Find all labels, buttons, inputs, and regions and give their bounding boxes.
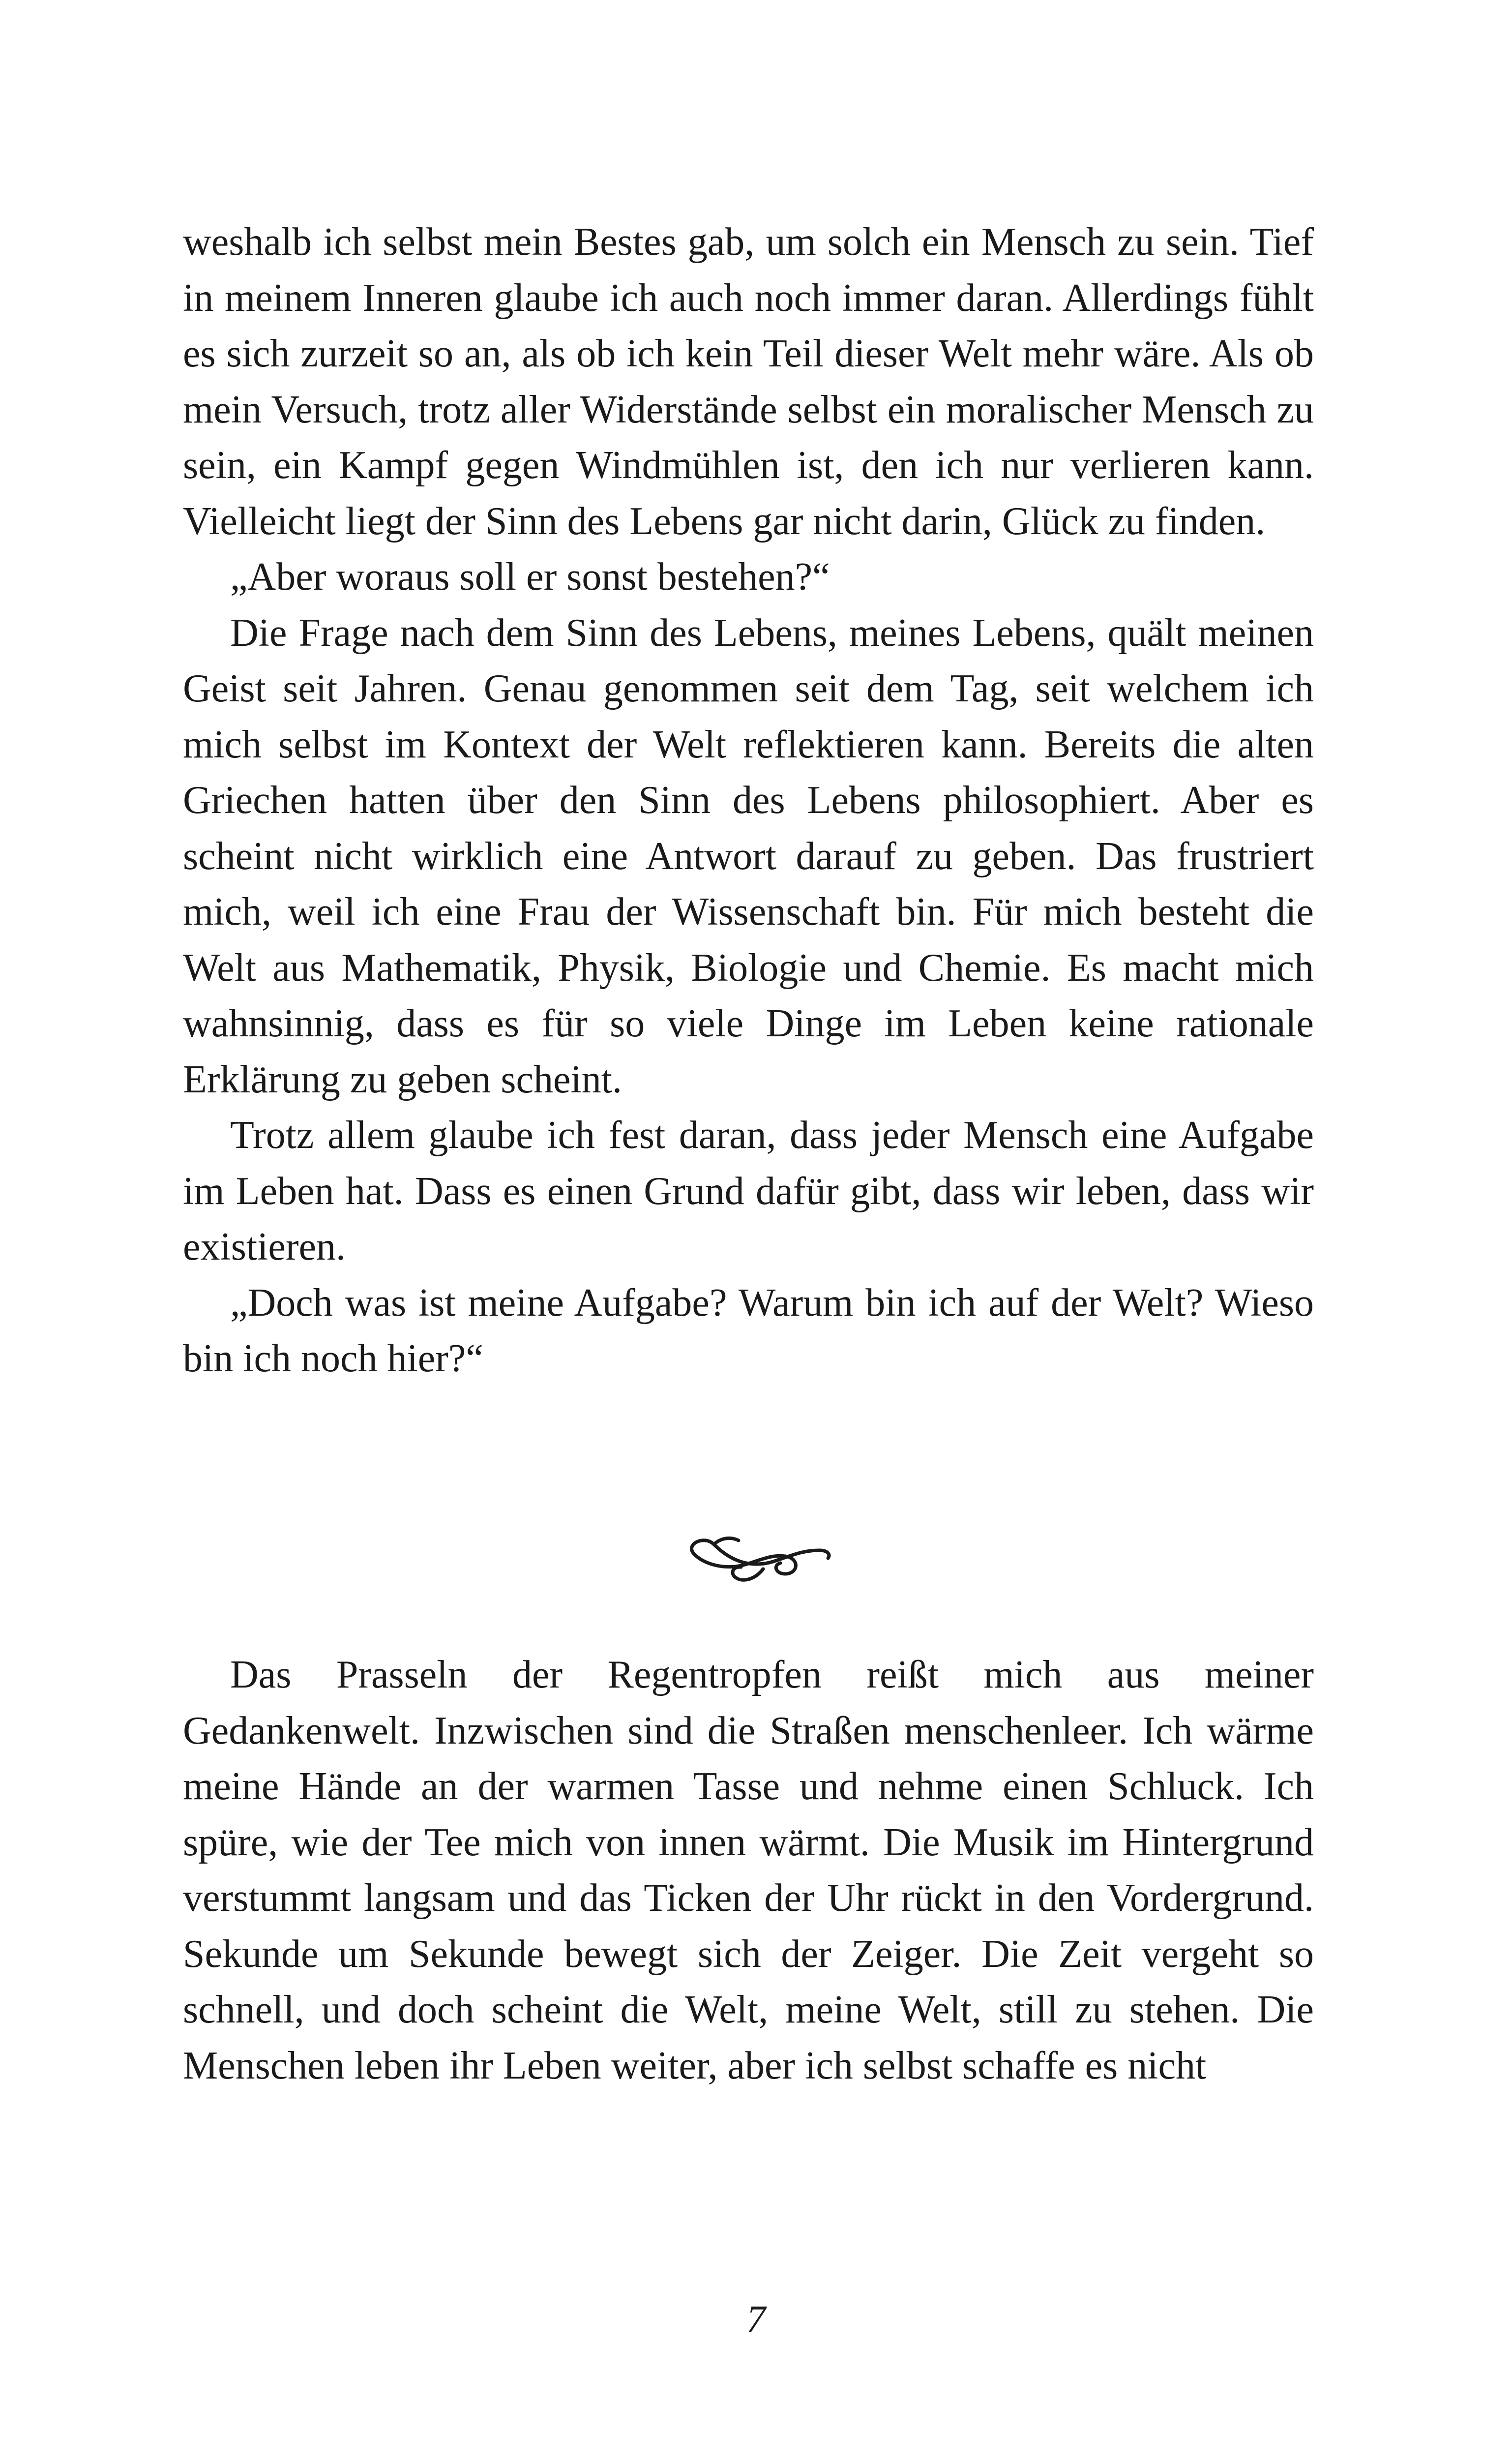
paragraph: „Aber woraus soll er sonst bestehen?“	[230, 555, 830, 599]
paragraph: weshalb ich selbst mein Bestes gab, um solch ein Mensch zu sein. Tief in meinem Inneren glaube ich auch noch immer daran. Allerdings fühlt es sich zurzeit so an, als ob ich kein Teil dieser Welt mehr wäre. Als ob mein Versuch, trotz aller Widerstände selbst ein moralischer Mensch zu sein, ein Kampf gegen Windmühlen ist, den ich nur verlieren kann. Vielleicht liegt der Sinn des Lebens gar nicht darin, Glück zu finden.	[183, 220, 1314, 543]
text-section-top	[183, 214, 1314, 1387]
page-number: 7	[746, 2297, 766, 2340]
paragraph: Trotz allem glaube ich fest daran, dass jeder Mensch eine Aufgabe im Leben hat. Dass es einen Grund dafür gibt, dass wir leben, dass wir existieren.	[183, 1114, 1314, 1268]
text-section-bottom	[183, 1647, 1314, 2094]
flourish-divider-icon	[675, 1525, 837, 1594]
paragraph: „Doch was ist meine Aufgabe? Warum bin ich auf der Welt? Wieso bin ich noch hier?“	[183, 1281, 1314, 1380]
paragraph: Die Frage nach dem Sinn des Lebens, meines Lebens, quält meinen Geist seit Jahren. Genau genommen seit dem Tag, seit welchem ich mich selbst im Kontext der Welt reflektieren kann. Bereits die alten Griechen hatten über den Sinn des Lebens philosophiert. Aber es scheint nicht wirklich eine Antwort darauf zu geben. Das frustriert mich, weil ich eine Frau der Wissenschaft bin. Für mich besteht die Welt aus Mathematik, Physik, Biologie und Chemie. Es macht mich wahnsinnig, dass es für so viele Dinge im Leben keine rationale Erklärung zu geben scheint.	[183, 611, 1314, 1101]
paragraph: Das Prasseln der Regentropfen reißt mich aus meiner Gedankenwelt. Inzwischen sind die Straßen menschenleer. Ich wärme meine Hände an der warmen Tasse und nehme einen Schluck. Ich spüre, wie der Tee mich von innen wärmt. Die Musik im Hintergrund verstummt langsam und das Ticken der Uhr rückt in den Vordergrund. Sekunde um Sekunde bewegt sich der Zeiger. Die Zeit vergeht so schnell, und doch scheint die Welt, meine Welt, still zu stehen. Die Menschen leben ihr Leben weiter, aber ich selbst schaffe es nicht	[183, 1653, 1314, 2087]
